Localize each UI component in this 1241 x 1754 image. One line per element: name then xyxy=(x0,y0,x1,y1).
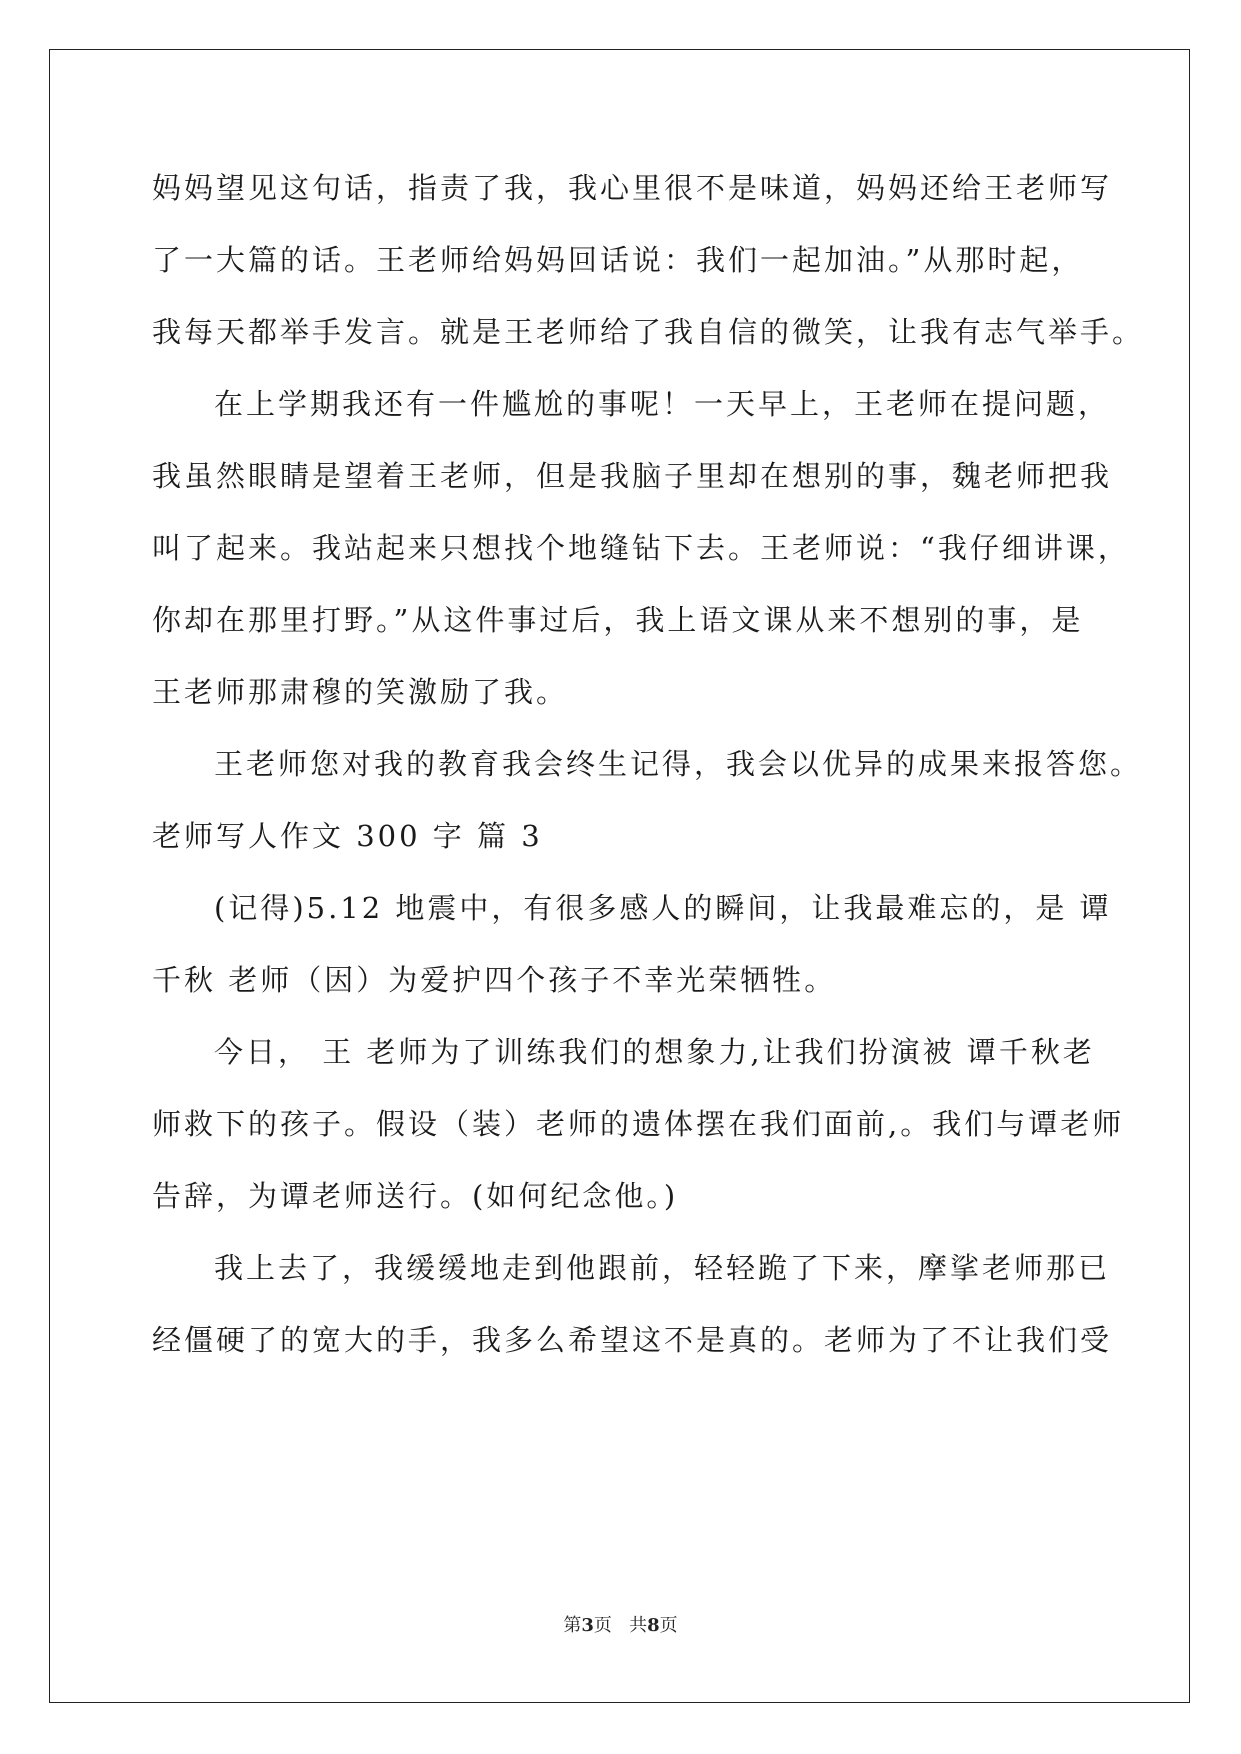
page-current: 3 xyxy=(581,1615,594,1636)
page-frame xyxy=(49,49,1190,1703)
text-line: 妈妈望见这句话，指责了我，我心里很不是味道，妈妈还给王老师写 xyxy=(152,171,1113,205)
paragraph-start-line: 今日， 王 老师为了训练我们的想象力,让我们扮演被 谭千秋老 xyxy=(214,1035,1095,1069)
text-line: 我每天都举手发言。就是王老师给了我自信的微笑，让我有志气举手。 xyxy=(152,315,1145,349)
page-prefix: 第 xyxy=(563,1615,582,1636)
text-line: 你却在那里打野。”从这件事过后，我上语文课从来不想别的事，是 xyxy=(152,603,1084,637)
page-unit: 页 xyxy=(593,1615,612,1636)
text-line: 叫了起来。我站起来只想找个地缝钻下去。王老师说：“我仔细讲课， xyxy=(152,531,1130,565)
text-line: 王老师那肃穆的笑激励了我。 xyxy=(152,675,569,709)
text-line: 经僵硬了的宽大的手，我多么希望这不是真的。老师为了不让我们受 xyxy=(152,1323,1113,1357)
text-line: 了一大篇的话。王老师给妈妈回话说：我们一起加油。”从那时起， xyxy=(152,243,1084,277)
total-unit: 页 xyxy=(659,1615,678,1636)
section-heading: 老师写人作文 300 字 篇 3 xyxy=(152,819,543,853)
paragraph-start-line: 在上学期我还有一件尴尬的事呢！一天早上，王老师在提问题， xyxy=(214,387,1111,421)
paragraph-start-line: 王老师您对我的教育我会终生记得，我会以优异的成果来报答您。 xyxy=(214,747,1143,781)
page-total: 8 xyxy=(647,1615,660,1636)
text-line: 师救下的孩子。假设（装）老师的遗体摆在我们面前,。我们与谭老师 xyxy=(152,1107,1125,1141)
total-prefix: 共 xyxy=(629,1615,648,1636)
text-line: 告辞，为谭老师送行。(如何纪念他。) xyxy=(152,1179,679,1213)
page-footer xyxy=(0,1614,1241,1638)
text-line: 我虽然眼睛是望着王老师，但是我脑子里却在想别的事，魏老师把我 xyxy=(152,459,1113,493)
text-line: 千秋 老师（因）为爱护四个孩子不幸光荣牺牲。 xyxy=(152,963,837,997)
paragraph-start-line: (记得)5.12 地震中，有很多感人的瞬间，让我最难忘的，是 谭 xyxy=(214,891,1112,925)
paragraph-start-line: 我上去了，我缓缓地走到他跟前，轻轻跪了下来，摩挲老师那已 xyxy=(214,1251,1111,1285)
